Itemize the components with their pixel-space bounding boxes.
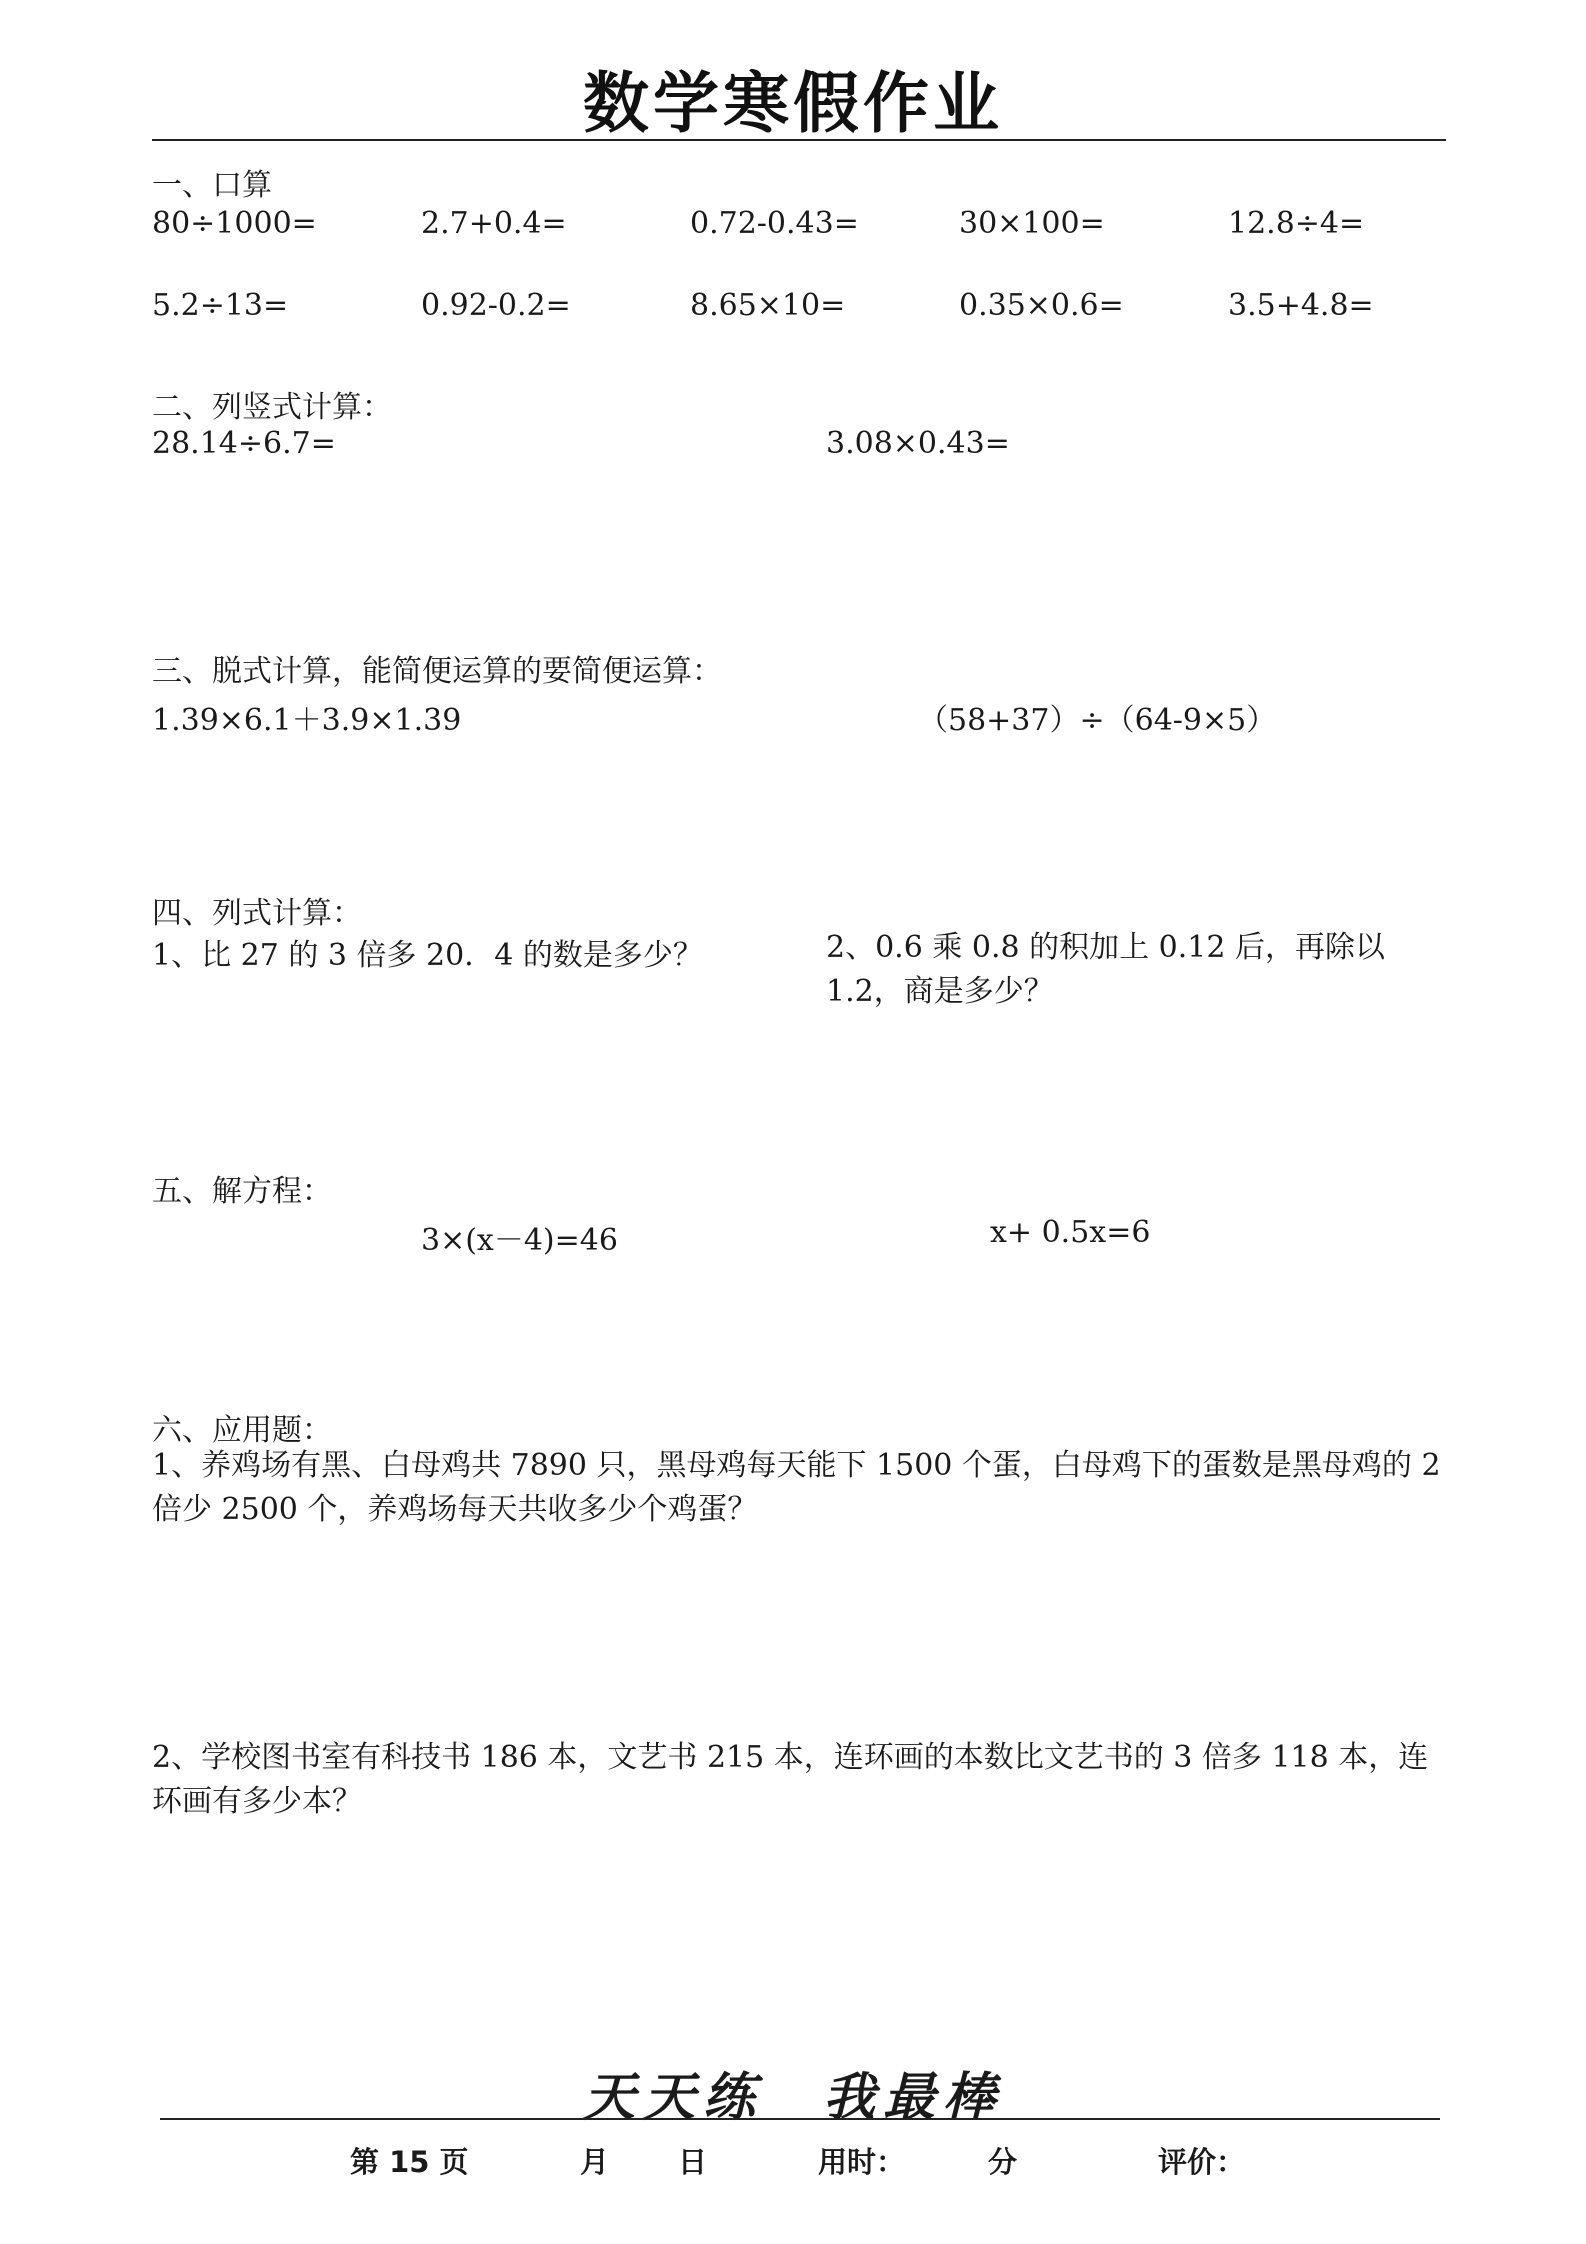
section-4-heading: 四、列式计算： bbox=[152, 896, 362, 931]
oral-problem: 3.5+4.8= bbox=[1228, 288, 1374, 323]
oral-problem: 2.7+0.4= bbox=[421, 206, 567, 241]
word-formula-problem: 2、0.6 乘 0.8 的积加上 0.12 后，再除以 1.2，商是多少？ bbox=[826, 930, 1385, 1009]
equation-problem: 3×(x－4)=46 bbox=[421, 1223, 618, 1258]
vertical-calc-problem: 28.14÷6.7= bbox=[152, 426, 336, 461]
stepwise-calc-problem: （58+37）÷（64-9×5） bbox=[918, 703, 1277, 738]
oral-problem: 8.65×10= bbox=[690, 288, 846, 323]
equation-problem: x+ 0.5x=6 bbox=[990, 1215, 1151, 1250]
oral-problem: 0.35×0.6= bbox=[959, 288, 1124, 323]
motto-right: 我最棒 bbox=[823, 2067, 1004, 2128]
page-title: 数学寒假作业 bbox=[583, 65, 1003, 142]
section-2-heading: 二、列竖式计算： bbox=[152, 390, 392, 425]
oral-problem: 0.92-0.2= bbox=[421, 288, 571, 323]
word-formula-problem: 1、比 27 的 3 倍多 20．4 的数是多少？ bbox=[152, 938, 703, 973]
section-5-heading: 五、解方程： bbox=[152, 1174, 332, 1209]
oral-problem: 5.2÷13= bbox=[152, 288, 289, 323]
section-6-heading: 六、应用题： bbox=[152, 1413, 332, 1448]
title-divider bbox=[152, 139, 1446, 141]
section-1-heading: 一、口算 bbox=[152, 168, 272, 203]
oral-problem: 0.72-0.43= bbox=[690, 206, 859, 241]
vertical-calc-problem: 3.08×0.43= bbox=[826, 426, 1010, 461]
application-problem-2: 2、学校图书室有科技书 186 本，文艺书 215 本，连环画的本数比文艺书的 3 倍多 118 本，连环画有多少本？ bbox=[152, 1740, 1429, 1819]
section-3-heading: 三、脱式计算，能简便运算的要简便运算： bbox=[152, 654, 722, 689]
page-number: 第 15 页 bbox=[350, 2145, 469, 2179]
oral-problem: 12.8÷4= bbox=[1228, 206, 1365, 241]
footer-divider bbox=[160, 2118, 1440, 2120]
stepwise-calc-problem: 1.39×6.1＋3.9×1.39 bbox=[152, 703, 462, 738]
motto-left: 天天练 bbox=[582, 2067, 763, 2128]
application-problem-1: 1、养鸡场有黑、白母鸡共 7890 只，黑母鸡每天能下 1500 个蛋，白母鸡下的蛋数是黑母鸡的 2 倍少 2500 个，养鸡场每天共收多少个鸡蛋？ bbox=[152, 1448, 1441, 1527]
time-label: 用时： bbox=[818, 2145, 906, 2179]
month-label: 月 bbox=[580, 2145, 610, 2179]
minute-label: 分 bbox=[988, 2145, 1018, 2179]
oral-problem: 30×100= bbox=[959, 206, 1105, 241]
oral-problem: 80÷1000= bbox=[152, 206, 317, 241]
day-label: 日 bbox=[678, 2145, 708, 2179]
evaluation-label: 评价： bbox=[1158, 2145, 1246, 2179]
